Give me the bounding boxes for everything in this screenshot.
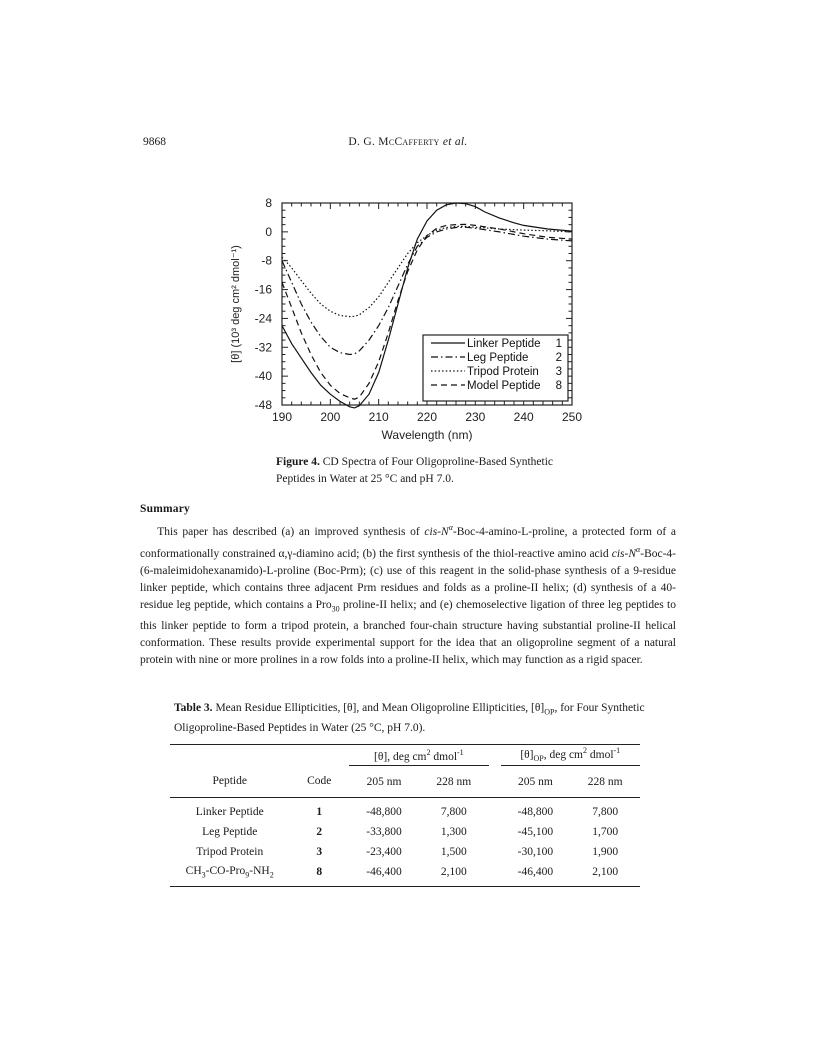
table-label: Table 3. <box>174 702 213 714</box>
table-caption: Table 3. Mean Residue Ellipticities, [θ], and Mean Oligoproline Ellipticities, $[\theta]_{OP}$, for Four Synthetic Oligoproline-Based Peptides in Water (25 °C, pH 7.0). <box>174 702 645 735</box>
x-tick-label: 230 <box>465 410 486 424</box>
page-number: 9868 <box>143 136 166 148</box>
legend-code: 1 <box>555 338 562 350</box>
x-tick-label: 200 <box>320 410 341 424</box>
legend-code: 8 <box>555 380 562 392</box>
cd-spectra-chart <box>225 190 605 450</box>
y-tick-label: -32 <box>254 340 272 355</box>
y-tick-label: -8 <box>261 253 272 268</box>
group-header-theta: [θ], deg $cm^2$ dmol$^{-1}$ <box>349 745 488 766</box>
table-row: $CH_3-CO-Pro_9-NH_2$ 8 -46,400 2,100 -46,400 2,100 <box>170 862 640 887</box>
col-code: Code <box>289 766 349 798</box>
table-row: Tripod Protein 3 -23,400 1,500 -30,100 1,900 <box>196 846 619 858</box>
y-tick-label: -40 <box>254 369 272 384</box>
author-name: D. G. McCafferty <box>348 136 440 148</box>
figure-caption-text: CD Spectra of Four Oligoproline-Based Synthetic Peptides in Water at 25 °C and pH 7.0. <box>276 456 554 485</box>
y-tick-label: 0 <box>265 224 272 239</box>
y-tick-label: 8 <box>265 196 272 210</box>
summary-heading: Summary <box>140 503 190 515</box>
group-header-theta-op: $[\theta]_{OP}$, deg $cm^2$ dmol$^{-1}$ <box>501 745 641 766</box>
figure-label: Figure 4. <box>276 456 320 468</box>
y-tick-label: -16 <box>254 282 272 297</box>
x-tick-label: 210 <box>368 410 389 424</box>
col-205-theta-op: 205 nm <box>501 766 571 798</box>
y-tick-label: -48 <box>254 398 272 412</box>
x-tick-label: 240 <box>513 410 534 424</box>
summary-paragraph: This paper has described (a) an improved synthesis of cis-$N^\alpha-Boc-4-amino-L$-proline, a protected form of a conformationally constrained α,γ-diamino acid; (b) the first synthesis of the thiol-reactive amino acid cis-$N^\alpha-Boc-4-(6-maleimidohexanamido)-L$-proline (Boc-Prm); (c) use of this reagent in the solid-phase synthesis of a 9-residue linker peptide, which contains three adjacent Prm residues and folds as a proline-II helix; (d) synthesis of a 40-residue leg peptide, which contains a Pro$_{30}$ proline-II helix; and (e) chemoselective ligation of three leg peptides to this linker peptide to form a tripod protein, a branched four-chain structure having substantial proline-II helical conformation. These results provide experimental support for the idea that an oligoproline segment of a natural protein with nine or more prolines in a row folds into a proline-II helix, which may function as a rigid spacer. <box>140 523 676 667</box>
table-column-header <box>170 766 640 798</box>
legend-code: 3 <box>555 366 562 378</box>
col-peptide: Peptide <box>170 766 289 798</box>
x-tick-label: 220 <box>416 410 438 424</box>
x-tick-label: 190 <box>271 410 293 424</box>
y-axis-label: [θ] (10³ deg cm² dmol⁻¹) <box>230 245 242 363</box>
col-228-theta: 228 nm <box>419 766 489 798</box>
ellipticity-table <box>170 744 640 887</box>
legend-code: 2 <box>555 352 562 364</box>
et-al: et al. <box>442 136 468 148</box>
running-head <box>0 136 816 148</box>
col-205-theta: 205 nm <box>349 766 419 798</box>
table-row: Leg Peptide 2 -33,800 1,300 -45,100 1,700 <box>202 826 619 838</box>
figure-caption <box>276 454 576 488</box>
table-group-header <box>170 745 640 766</box>
legend-label: Tripod Protein <box>467 366 539 378</box>
legend-label: Leg Peptide <box>467 352 529 364</box>
col-228-theta-op: 228 nm <box>570 766 640 798</box>
legend-label: Linker Peptide <box>467 338 541 350</box>
series-line-3 <box>282 226 572 316</box>
y-tick-label: -24 <box>254 311 272 326</box>
legend-label: Model Peptide <box>467 380 541 392</box>
x-tick-label: 250 <box>561 410 583 424</box>
table-row: Linker Peptide 1 -48,800 7,800 -48,800 7,800 <box>195 806 619 818</box>
x-axis-label: Wavelength (nm) <box>381 428 473 442</box>
